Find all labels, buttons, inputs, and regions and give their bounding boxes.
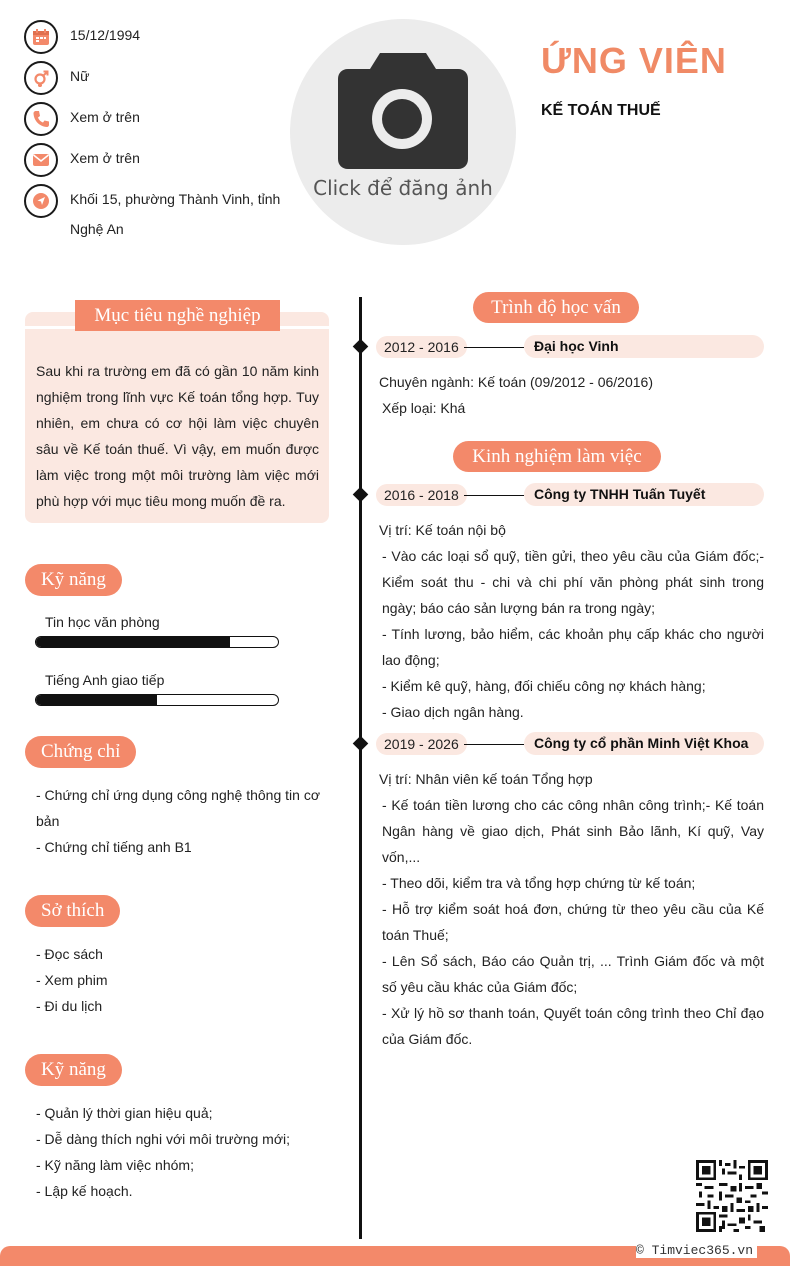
list-item: - Quản lý thời gian hiệu quả; (36, 1105, 213, 1121)
timeline-marker (353, 339, 369, 355)
objective-heading: Mục tiêu nghề nghiệp (75, 300, 280, 331)
camera-icon (334, 51, 472, 171)
job-duty: - Tính lương, bảo hiểm, các khoản phụ cấp khác cho người lao động; (382, 626, 764, 668)
experience-heading: Kinh nghiệm làm việc (453, 441, 661, 472)
job-position: Vị trí: Kế toán nội bộ (379, 522, 506, 538)
qr-code-icon (696, 1160, 768, 1232)
list-item: - Đi du lịch (36, 998, 103, 1014)
gender-icon (24, 61, 58, 95)
hobbies-list (36, 941, 326, 1019)
connector-line (464, 744, 524, 745)
hobbies-heading: Sở thích (25, 895, 120, 927)
email-text: Xem ở trên (70, 150, 140, 166)
connector-line (464, 495, 524, 496)
list-item: - Lập kế hoạch. (36, 1183, 133, 1199)
job-duty: - Vào các loại sổ quỹ, tiền gửi, theo yêu cầu của Giám đốc;- Kiểm soát thu - chi và chi phí văn phòng phát sinh trong ngày; báo cáo sản lượng bán ra trong ngày; (382, 548, 764, 616)
company-name: Công ty cổ phần Minh Việt Khoa (524, 732, 764, 755)
job-details (379, 766, 764, 1052)
job-period: 2019 - 2026 (376, 733, 467, 755)
job-duty: - Theo dõi, kiểm tra và tổng hợp chứng từ kế toán; (382, 875, 696, 891)
list-item: - Xem phim (36, 972, 108, 988)
birthday-text: 15/12/1994 (70, 27, 141, 43)
contact-gender (24, 61, 290, 95)
candidate-name: ỨNG VIÊN (541, 40, 727, 81)
skill-bar-fill (36, 637, 230, 647)
skill-name: Tiếng Anh giao tiếp (45, 672, 165, 688)
education-major: Chuyên ngành: Kế toán (09/2012 - 06/2016) (379, 374, 653, 390)
connector-line (464, 347, 524, 348)
list-item: - Kỹ năng làm việc nhóm; (36, 1157, 194, 1173)
timeline-marker (353, 487, 369, 503)
job-duty: - Kế toán tiền lương cho các công nhân công trình;- Kế toán Ngân hàng về giao dịch, Phát sinh Bảo lãnh, Kí quỹ, Vay vốn,... (382, 797, 764, 865)
education-period: 2012 - 2016 (376, 336, 467, 358)
email-icon (24, 143, 58, 177)
phone-icon (24, 102, 58, 136)
skills-heading: Kỹ năng (25, 564, 122, 596)
job-duty: - Xử lý hồ sơ thanh toán, Quyết toán công trình theo Chỉ đạo của Giám đốc. (382, 1005, 764, 1047)
skill-bar-fill (36, 695, 157, 705)
job-position: Vị trí: Nhân viên kế toán Tổng hợp (379, 771, 593, 787)
calendar-icon (24, 20, 58, 54)
soft-skills-list (36, 1100, 326, 1204)
list-item: - Đọc sách (36, 946, 103, 962)
job-duty: - Giao dịch ngân hàng. (382, 704, 524, 720)
photo-upload[interactable] (290, 19, 516, 245)
job-period: 2016 - 2018 (376, 484, 467, 506)
list-item: - Chứng chỉ ứng dụng công nghệ thông tin cơ bản (36, 787, 320, 829)
timeline-line (359, 297, 362, 1239)
job-title: KẾ TOÁN THUẾ (541, 102, 661, 119)
contact-address (24, 184, 290, 244)
skill-item (35, 672, 279, 706)
education-details (379, 369, 764, 421)
skill-item (35, 614, 279, 648)
job-duty: - Hỗ trợ kiểm soát hoá đơn, chứng từ theo yêu cầu của Kế toán Thuế; (382, 901, 764, 943)
copyright-text: © Timviec365.vn (636, 1243, 757, 1258)
contact-phone (24, 102, 290, 136)
certificates-list (36, 782, 326, 860)
contact-birthday (24, 20, 290, 54)
education-rank: Xếp loại: Khá (382, 400, 466, 416)
job-duty: - Lên Sổ sách, Báo cáo Quản trị, ... Trình Giám đốc và một số yêu cầu khác của Giám đốc; (382, 953, 764, 995)
skill-bar (35, 636, 279, 648)
job-details (379, 517, 764, 725)
photo-upload-label: Click để đăng ảnh (313, 176, 493, 200)
education-heading: Trình độ học vấn (473, 292, 639, 323)
phone-text: Xem ở trên (70, 109, 140, 125)
contact-email (24, 143, 290, 177)
job-duty: - Kiểm kê quỹ, hàng, đối chiếu công nợ khách hàng; (382, 678, 706, 694)
gender-text: Nữ (70, 68, 90, 84)
list-item: - Chứng chỉ tiếng anh B1 (36, 839, 192, 855)
school-name: Đại học Vinh (524, 335, 764, 358)
skill-bar (35, 694, 279, 706)
career-objective-box (25, 305, 329, 523)
address-text: Khối 15, phường Thành Vinh, tỉnh Nghệ An (70, 191, 281, 237)
soft-skills-heading: Kỹ năng (25, 1054, 122, 1086)
objective-text: Sau khi ra trường em đã có gần 10 năm kinh nghiệm trong lĩnh vực Kế toán tổng hợp. Tuy nhiên, em chưa có cơ hội làm việc chuyên sâu về Kế toán thuế. Vì vậy, em muốn được làm việc trong một môi trường làm việc mới phù hợp với mục tiêu mong muốn đề ra. (36, 363, 319, 509)
location-icon (24, 184, 58, 218)
timeline-marker (353, 736, 369, 752)
skill-name: Tin học văn phòng (45, 614, 160, 630)
company-name: Công ty TNHH Tuấn Tuyết (524, 483, 764, 506)
certificates-heading: Chứng chỉ (25, 736, 136, 768)
list-item: - Dễ dàng thích nghi với môi trường mới; (36, 1131, 291, 1147)
